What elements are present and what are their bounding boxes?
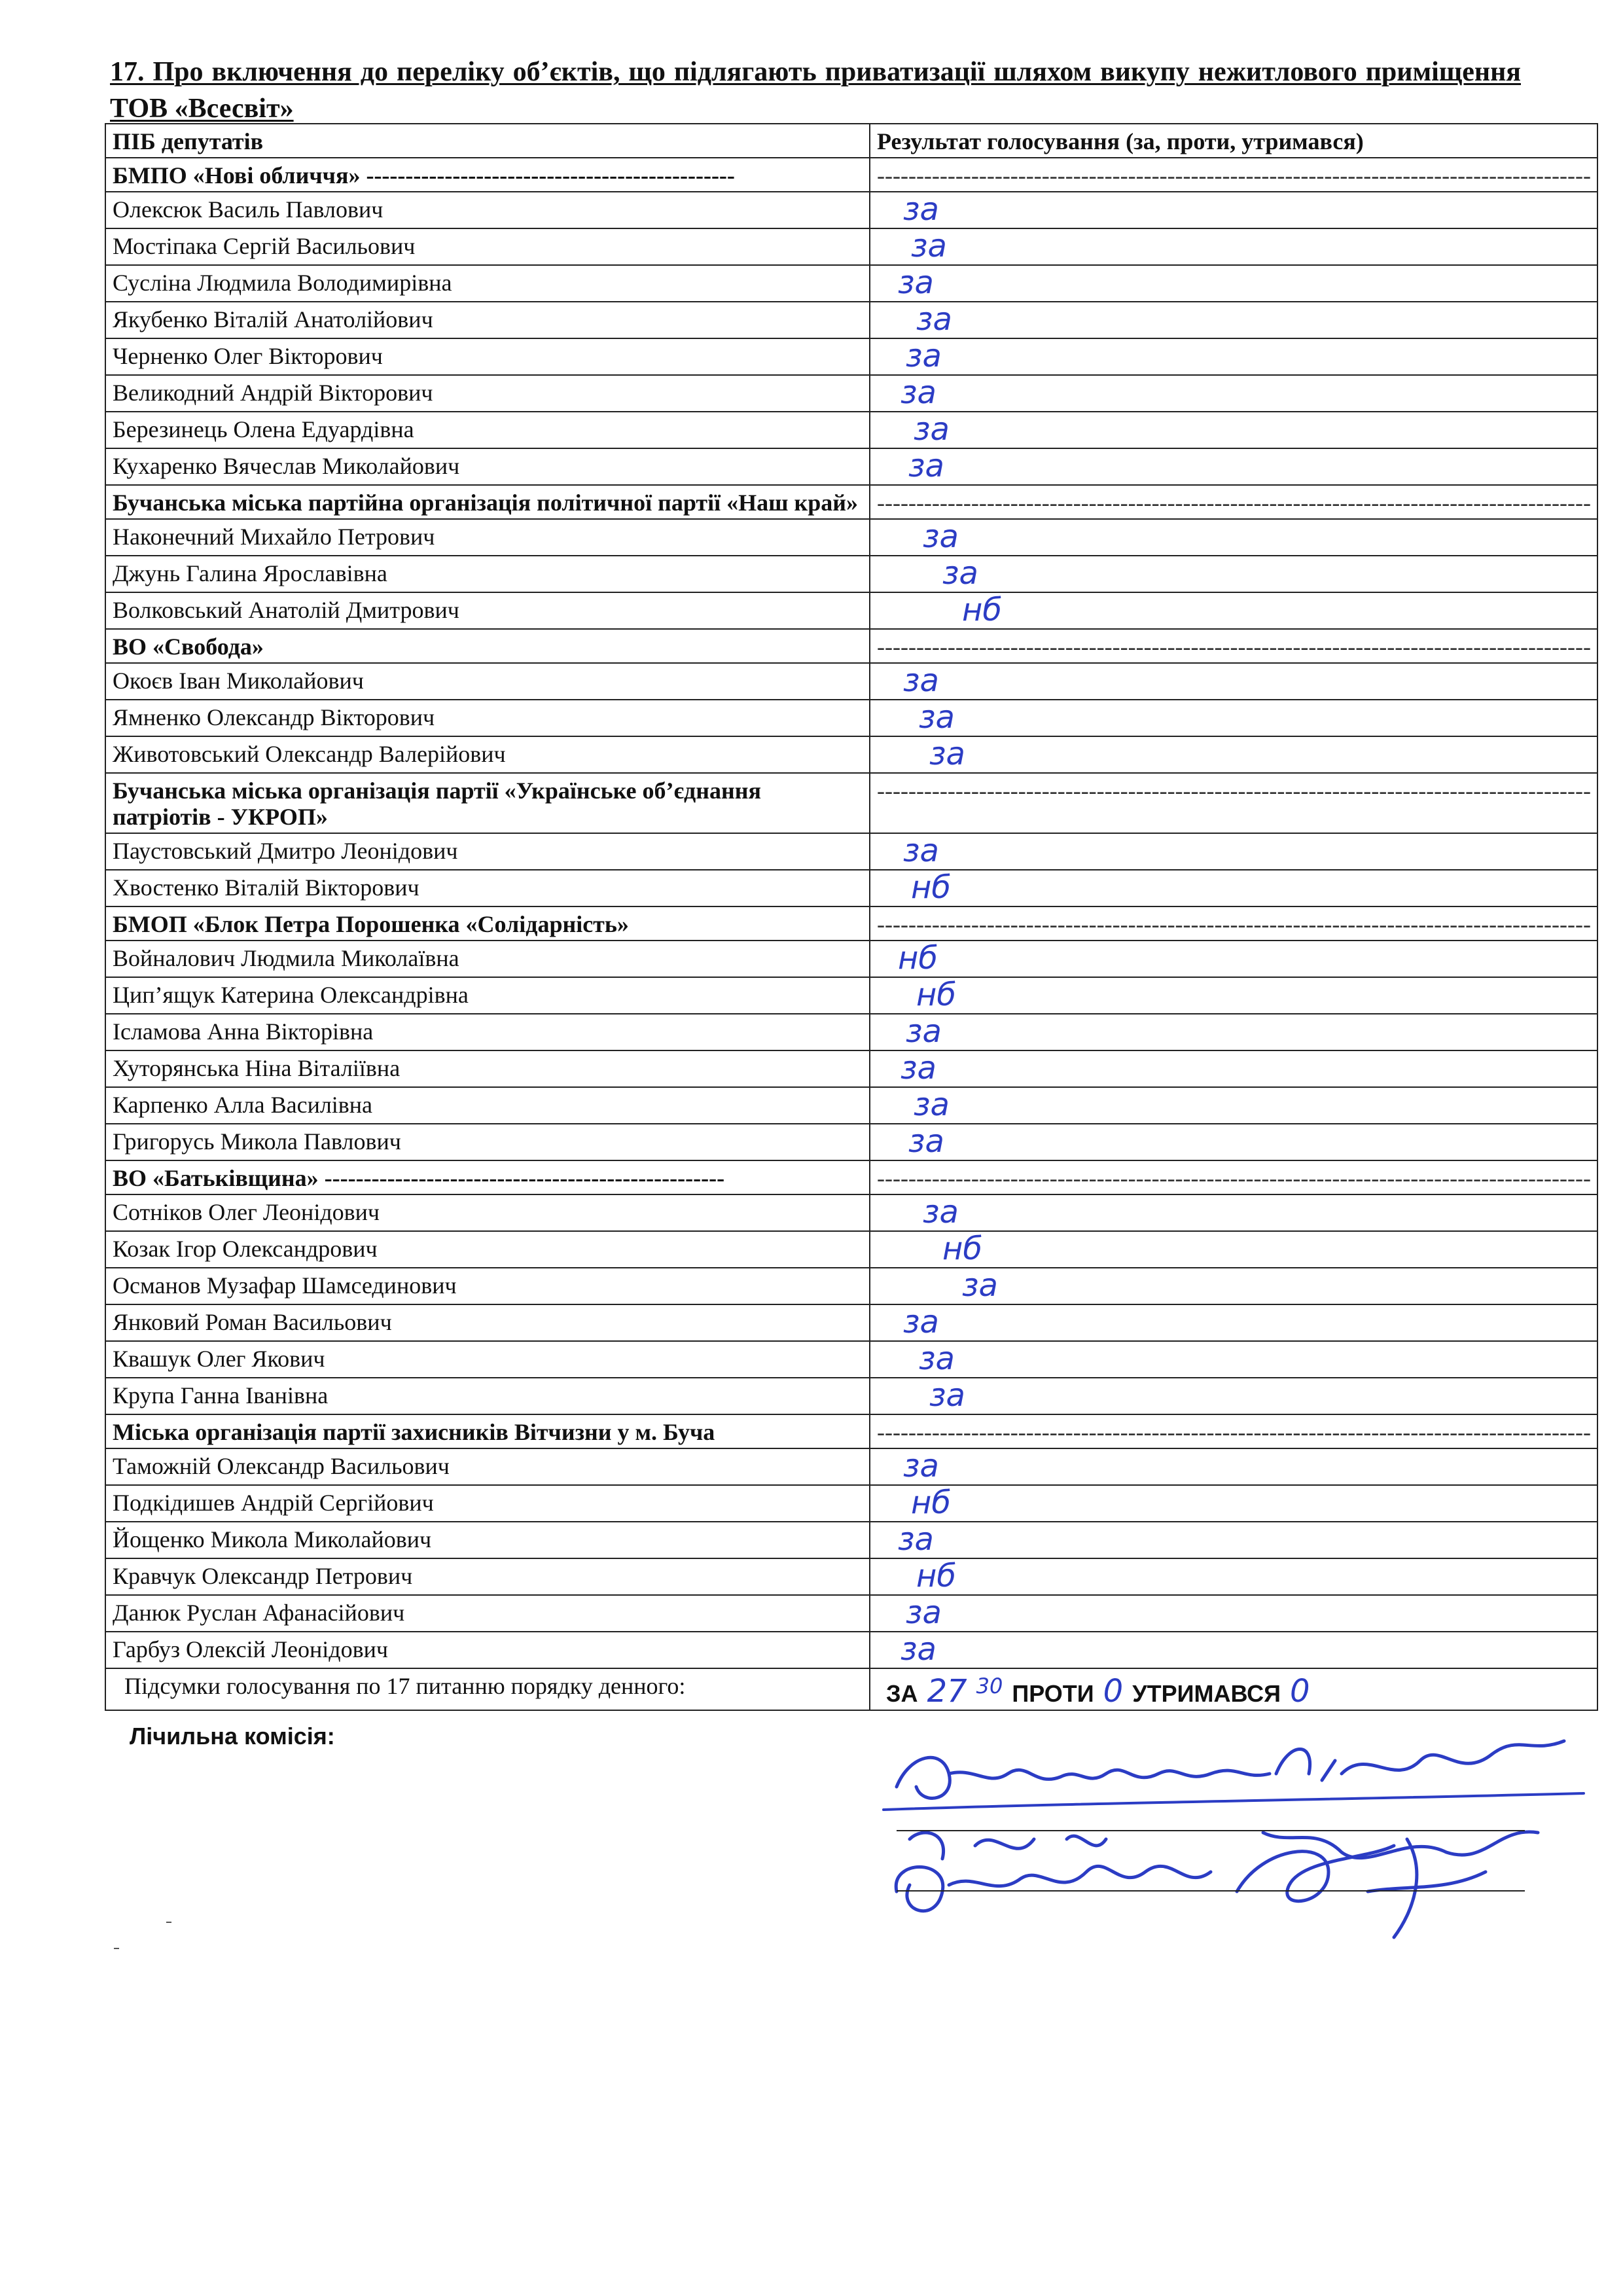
handwritten-vote: за bbox=[898, 1522, 934, 1558]
deputy-vote-cell bbox=[870, 1087, 1597, 1124]
party-result-dashes bbox=[870, 906, 1597, 941]
party-row bbox=[105, 158, 1597, 192]
deputy-name: Ісламова Анна Вікторівна bbox=[105, 1014, 870, 1050]
counting-commission-label: Лічильна комісія: bbox=[130, 1723, 335, 1749]
deputy-row bbox=[105, 1341, 1597, 1378]
party-result-dashes bbox=[870, 773, 1597, 833]
deputy-vote-cell bbox=[870, 302, 1597, 338]
party-name: Бучанська міська організація партії «Українське об’єднання патріотів - УКРОП» bbox=[105, 773, 870, 833]
deputy-name: Окоєв Іван Миколайович bbox=[105, 663, 870, 700]
deputy-vote-cell bbox=[870, 192, 1597, 228]
deputy-vote-cell bbox=[870, 977, 1597, 1014]
deputy-vote-cell bbox=[870, 375, 1597, 412]
deputy-name: Черненко Олег Вікторович bbox=[105, 338, 870, 375]
deputy-name: Сусліна Людмила Володимирівна bbox=[105, 265, 870, 302]
handwritten-vote: за bbox=[929, 1378, 965, 1414]
deputy-vote-cell bbox=[870, 519, 1597, 556]
deputy-vote-cell bbox=[870, 1485, 1597, 1522]
deputy-name: Квашук Олег Якович bbox=[105, 1341, 870, 1378]
deputy-vote-cell bbox=[870, 1558, 1597, 1595]
deputy-row bbox=[105, 1485, 1597, 1522]
deputy-vote-cell bbox=[870, 556, 1597, 592]
abstain-value: 0 bbox=[1289, 1673, 1310, 1710]
party-result-dashes bbox=[870, 1160, 1597, 1194]
deputy-vote-cell bbox=[870, 941, 1597, 977]
handwritten-vote: за bbox=[908, 1124, 944, 1160]
deputy-row bbox=[105, 977, 1597, 1014]
handwritten-vote: за bbox=[903, 1448, 939, 1484]
deputy-row bbox=[105, 412, 1597, 448]
deputy-row bbox=[105, 375, 1597, 412]
deputy-row bbox=[105, 1304, 1597, 1341]
deputy-name: Йощенко Микола Миколайович bbox=[105, 1522, 870, 1558]
deputy-vote-cell bbox=[870, 1522, 1597, 1558]
party-row bbox=[105, 1414, 1597, 1448]
deputy-row bbox=[105, 736, 1597, 773]
deputy-vote-cell bbox=[870, 592, 1597, 629]
party-name: ВО «Батьківщина» --------------------------------------------------- bbox=[105, 1160, 870, 1194]
deputy-row bbox=[105, 1231, 1597, 1268]
deputy-name: Козак Ігор Олександрович bbox=[105, 1231, 870, 1268]
table-header-row bbox=[105, 124, 1597, 158]
deputy-row bbox=[105, 592, 1597, 629]
deputy-row bbox=[105, 1087, 1597, 1124]
deputy-name: Джунь Галина Ярославівна bbox=[105, 556, 870, 592]
dash-filler bbox=[877, 490, 1590, 516]
deputy-row bbox=[105, 302, 1597, 338]
deputy-name: Хвостенко Віталій Вікторович bbox=[105, 870, 870, 906]
handwritten-vote: за bbox=[901, 375, 936, 411]
handwritten-vote: нб bbox=[916, 977, 956, 1013]
party-result-dashes bbox=[870, 629, 1597, 663]
party-result-dashes bbox=[870, 1414, 1597, 1448]
deputy-row bbox=[105, 1558, 1597, 1595]
voting-table bbox=[105, 123, 1598, 1711]
deputy-vote-cell bbox=[870, 265, 1597, 302]
party-name: БМПО «Нові обличчя» ----------------------------------------------- bbox=[105, 158, 870, 192]
deputy-vote-cell bbox=[870, 412, 1597, 448]
handwritten-vote: нб bbox=[911, 870, 951, 906]
deputy-row bbox=[105, 941, 1597, 977]
deputy-name: Хуторянська Ніна Віталіївна bbox=[105, 1050, 870, 1087]
deputy-row bbox=[105, 1050, 1597, 1087]
for-value: 27 bbox=[927, 1673, 967, 1710]
deputy-row bbox=[105, 1124, 1597, 1160]
handwritten-vote: за bbox=[962, 1268, 998, 1304]
deputy-vote-cell bbox=[870, 736, 1597, 773]
handwritten-vote: нб bbox=[916, 1558, 956, 1594]
handwritten-vote: нб bbox=[898, 941, 938, 977]
deputy-vote-cell bbox=[870, 700, 1597, 736]
scan-speck bbox=[166, 1922, 171, 1923]
handwritten-vote: за bbox=[942, 556, 978, 592]
deputy-name: Волковський Анатолій Дмитрович bbox=[105, 592, 870, 629]
handwritten-vote: за bbox=[903, 1304, 939, 1340]
deputy-name: Янковий Роман Васильович bbox=[105, 1304, 870, 1341]
deputy-row bbox=[105, 265, 1597, 302]
deputy-name: Карпенко Алла Василівна bbox=[105, 1087, 870, 1124]
handwritten-vote: за bbox=[901, 1632, 936, 1668]
handwritten-vote: за bbox=[916, 302, 952, 338]
summary-label: Підсумки голосування по 17 питанню порядку денного: bbox=[105, 1668, 870, 1710]
deputy-name: Таможній Олександр Васильович bbox=[105, 1448, 870, 1485]
handwritten-vote: за bbox=[898, 265, 934, 301]
deputy-vote-cell bbox=[870, 448, 1597, 485]
deputy-name: Григорусь Микола Павлович bbox=[105, 1124, 870, 1160]
deputy-row bbox=[105, 1522, 1597, 1558]
against-label: ПРОТИ bbox=[1012, 1680, 1094, 1707]
deputy-row bbox=[105, 228, 1597, 265]
deputy-name: Гарбуз Олексій Леонідович bbox=[105, 1632, 870, 1668]
deputy-vote-cell bbox=[870, 1050, 1597, 1087]
deputy-name: Березинець Олена Едуардівна bbox=[105, 412, 870, 448]
handwritten-vote: за bbox=[906, 1014, 942, 1050]
handwritten-vote: за bbox=[906, 1595, 942, 1631]
column-header-result: Результат голосування (за, проти, утримався) bbox=[870, 124, 1597, 158]
deputy-row bbox=[105, 1378, 1597, 1414]
deputy-name: Паустовський Дмитро Леонідович bbox=[105, 833, 870, 870]
deputy-row bbox=[105, 192, 1597, 228]
handwritten-vote: за bbox=[919, 700, 955, 736]
dash-filler bbox=[877, 911, 1590, 937]
deputy-name: Ямненко Олександр Вікторович bbox=[105, 700, 870, 736]
party-result-dashes bbox=[870, 485, 1597, 519]
handwritten-vote: за bbox=[903, 663, 939, 699]
handwritten-vote: за bbox=[914, 1087, 950, 1123]
deputy-row bbox=[105, 1595, 1597, 1632]
deputy-name: Наконечний Михайло Петрович bbox=[105, 519, 870, 556]
handwritten-vote: за bbox=[911, 228, 947, 264]
handwritten-vote: за bbox=[903, 192, 939, 228]
party-name: Бучанська міська партійна організація політичної партії «Наш край» bbox=[105, 485, 870, 519]
dash-filler bbox=[877, 162, 1590, 188]
for-label: ЗА bbox=[886, 1680, 918, 1707]
deputy-name: Кравчук Олександр Петрович bbox=[105, 1558, 870, 1595]
deputy-row bbox=[105, 1268, 1597, 1304]
party-name: Міська організація партії захисників Вітчизни у м. Буча bbox=[105, 1414, 870, 1448]
dash-filler bbox=[877, 778, 1590, 804]
deputy-name: Кухаренко Вячеслав Миколайович bbox=[105, 448, 870, 485]
deputy-vote-cell bbox=[870, 1268, 1597, 1304]
deputy-vote-cell bbox=[870, 1448, 1597, 1485]
deputy-row bbox=[105, 833, 1597, 870]
deputy-vote-cell bbox=[870, 663, 1597, 700]
deputy-name: Данюк Руслан Афанасійович bbox=[105, 1595, 870, 1632]
deputy-row bbox=[105, 519, 1597, 556]
deputy-row bbox=[105, 663, 1597, 700]
scan-speck bbox=[114, 1948, 119, 1949]
handwritten-vote: за bbox=[914, 412, 950, 448]
deputy-name: Подкідишев Андрій Сергійович bbox=[105, 1485, 870, 1522]
deputy-vote-cell bbox=[870, 1304, 1597, 1341]
party-result-dashes bbox=[870, 158, 1597, 192]
deputy-row bbox=[105, 338, 1597, 375]
deputy-name: Сотніков Олег Леонідович bbox=[105, 1194, 870, 1231]
deputy-row bbox=[105, 1632, 1597, 1668]
signatures bbox=[870, 1676, 1603, 1950]
deputy-name: Османов Музафар Шамсединович bbox=[105, 1268, 870, 1304]
deputy-vote-cell bbox=[870, 1124, 1597, 1160]
deputy-vote-cell bbox=[870, 228, 1597, 265]
deputy-name: Животовський Олександр Валерійович bbox=[105, 736, 870, 773]
deputy-vote-cell bbox=[870, 1632, 1597, 1668]
deputy-row bbox=[105, 700, 1597, 736]
deputy-vote-cell bbox=[870, 833, 1597, 870]
handwritten-vote: за bbox=[901, 1050, 936, 1086]
deputy-vote-cell bbox=[870, 1014, 1597, 1050]
deputy-name: Мостіпака Сергій Васильович bbox=[105, 228, 870, 265]
deputy-vote-cell bbox=[870, 1231, 1597, 1268]
deputy-name: Войналович Людмила Миколаївна bbox=[105, 941, 870, 977]
dash-filler bbox=[877, 1419, 1590, 1445]
handwritten-vote: за bbox=[929, 736, 965, 772]
handwritten-vote: за bbox=[906, 338, 942, 374]
deputy-row bbox=[105, 870, 1597, 906]
handwritten-vote: нб bbox=[942, 1231, 982, 1267]
signature-line-1 bbox=[897, 1830, 1525, 1831]
handwritten-vote: нб bbox=[962, 592, 1002, 628]
deputy-name: Цип’ящук Катерина Олександрівна bbox=[105, 977, 870, 1014]
handwritten-vote: нб bbox=[911, 1485, 951, 1521]
column-header-names: ПІБ депутатів bbox=[105, 124, 870, 158]
deputy-row bbox=[105, 556, 1597, 592]
document-title: 17. Про включення до переліку об’єктів, що підлягають приватизації шляхом викупу нежитлового приміщення ТОВ «Всесвіт» bbox=[110, 57, 1521, 124]
deputy-name: Олексюк Василь Павлович bbox=[105, 192, 870, 228]
deputy-row bbox=[105, 1014, 1597, 1050]
handwritten-vote: за bbox=[923, 519, 959, 555]
handwritten-vote: за bbox=[908, 448, 944, 484]
dash-filler bbox=[877, 634, 1590, 660]
party-name: ВО «Свобода» bbox=[105, 629, 870, 663]
deputy-vote-cell bbox=[870, 1194, 1597, 1231]
handwritten-vote: за bbox=[923, 1194, 959, 1230]
deputy-vote-cell bbox=[870, 1595, 1597, 1632]
party-row bbox=[105, 485, 1597, 519]
signature-line-2 bbox=[897, 1890, 1525, 1892]
party-row bbox=[105, 1160, 1597, 1194]
signature-scribbles bbox=[870, 1676, 1603, 1950]
party-row bbox=[105, 773, 1597, 833]
party-row bbox=[105, 629, 1597, 663]
deputy-name: Якубенко Віталій Анатолійович bbox=[105, 302, 870, 338]
party-row bbox=[105, 906, 1597, 941]
against-value: 0 bbox=[1103, 1673, 1124, 1710]
deputy-row bbox=[105, 1194, 1597, 1231]
party-name: БМОП «Блок Петра Порошенка «Солідарність» bbox=[105, 906, 870, 941]
deputy-vote-cell bbox=[870, 870, 1597, 906]
deputy-vote-cell bbox=[870, 338, 1597, 375]
abstain-label: УТРИМАВСЯ bbox=[1132, 1680, 1281, 1707]
deputy-vote-cell bbox=[870, 1378, 1597, 1414]
handwritten-vote: за bbox=[919, 1341, 955, 1377]
for-value-corrected: 30 bbox=[976, 1674, 1003, 1698]
deputy-name: Великодний Андрій Вікторович bbox=[105, 375, 870, 412]
deputy-name: Крупа Ганна Іванівна bbox=[105, 1378, 870, 1414]
deputy-vote-cell bbox=[870, 1341, 1597, 1378]
deputy-row bbox=[105, 448, 1597, 485]
handwritten-vote: за bbox=[903, 833, 939, 869]
deputy-row bbox=[105, 1448, 1597, 1485]
dash-filler bbox=[877, 1165, 1590, 1191]
